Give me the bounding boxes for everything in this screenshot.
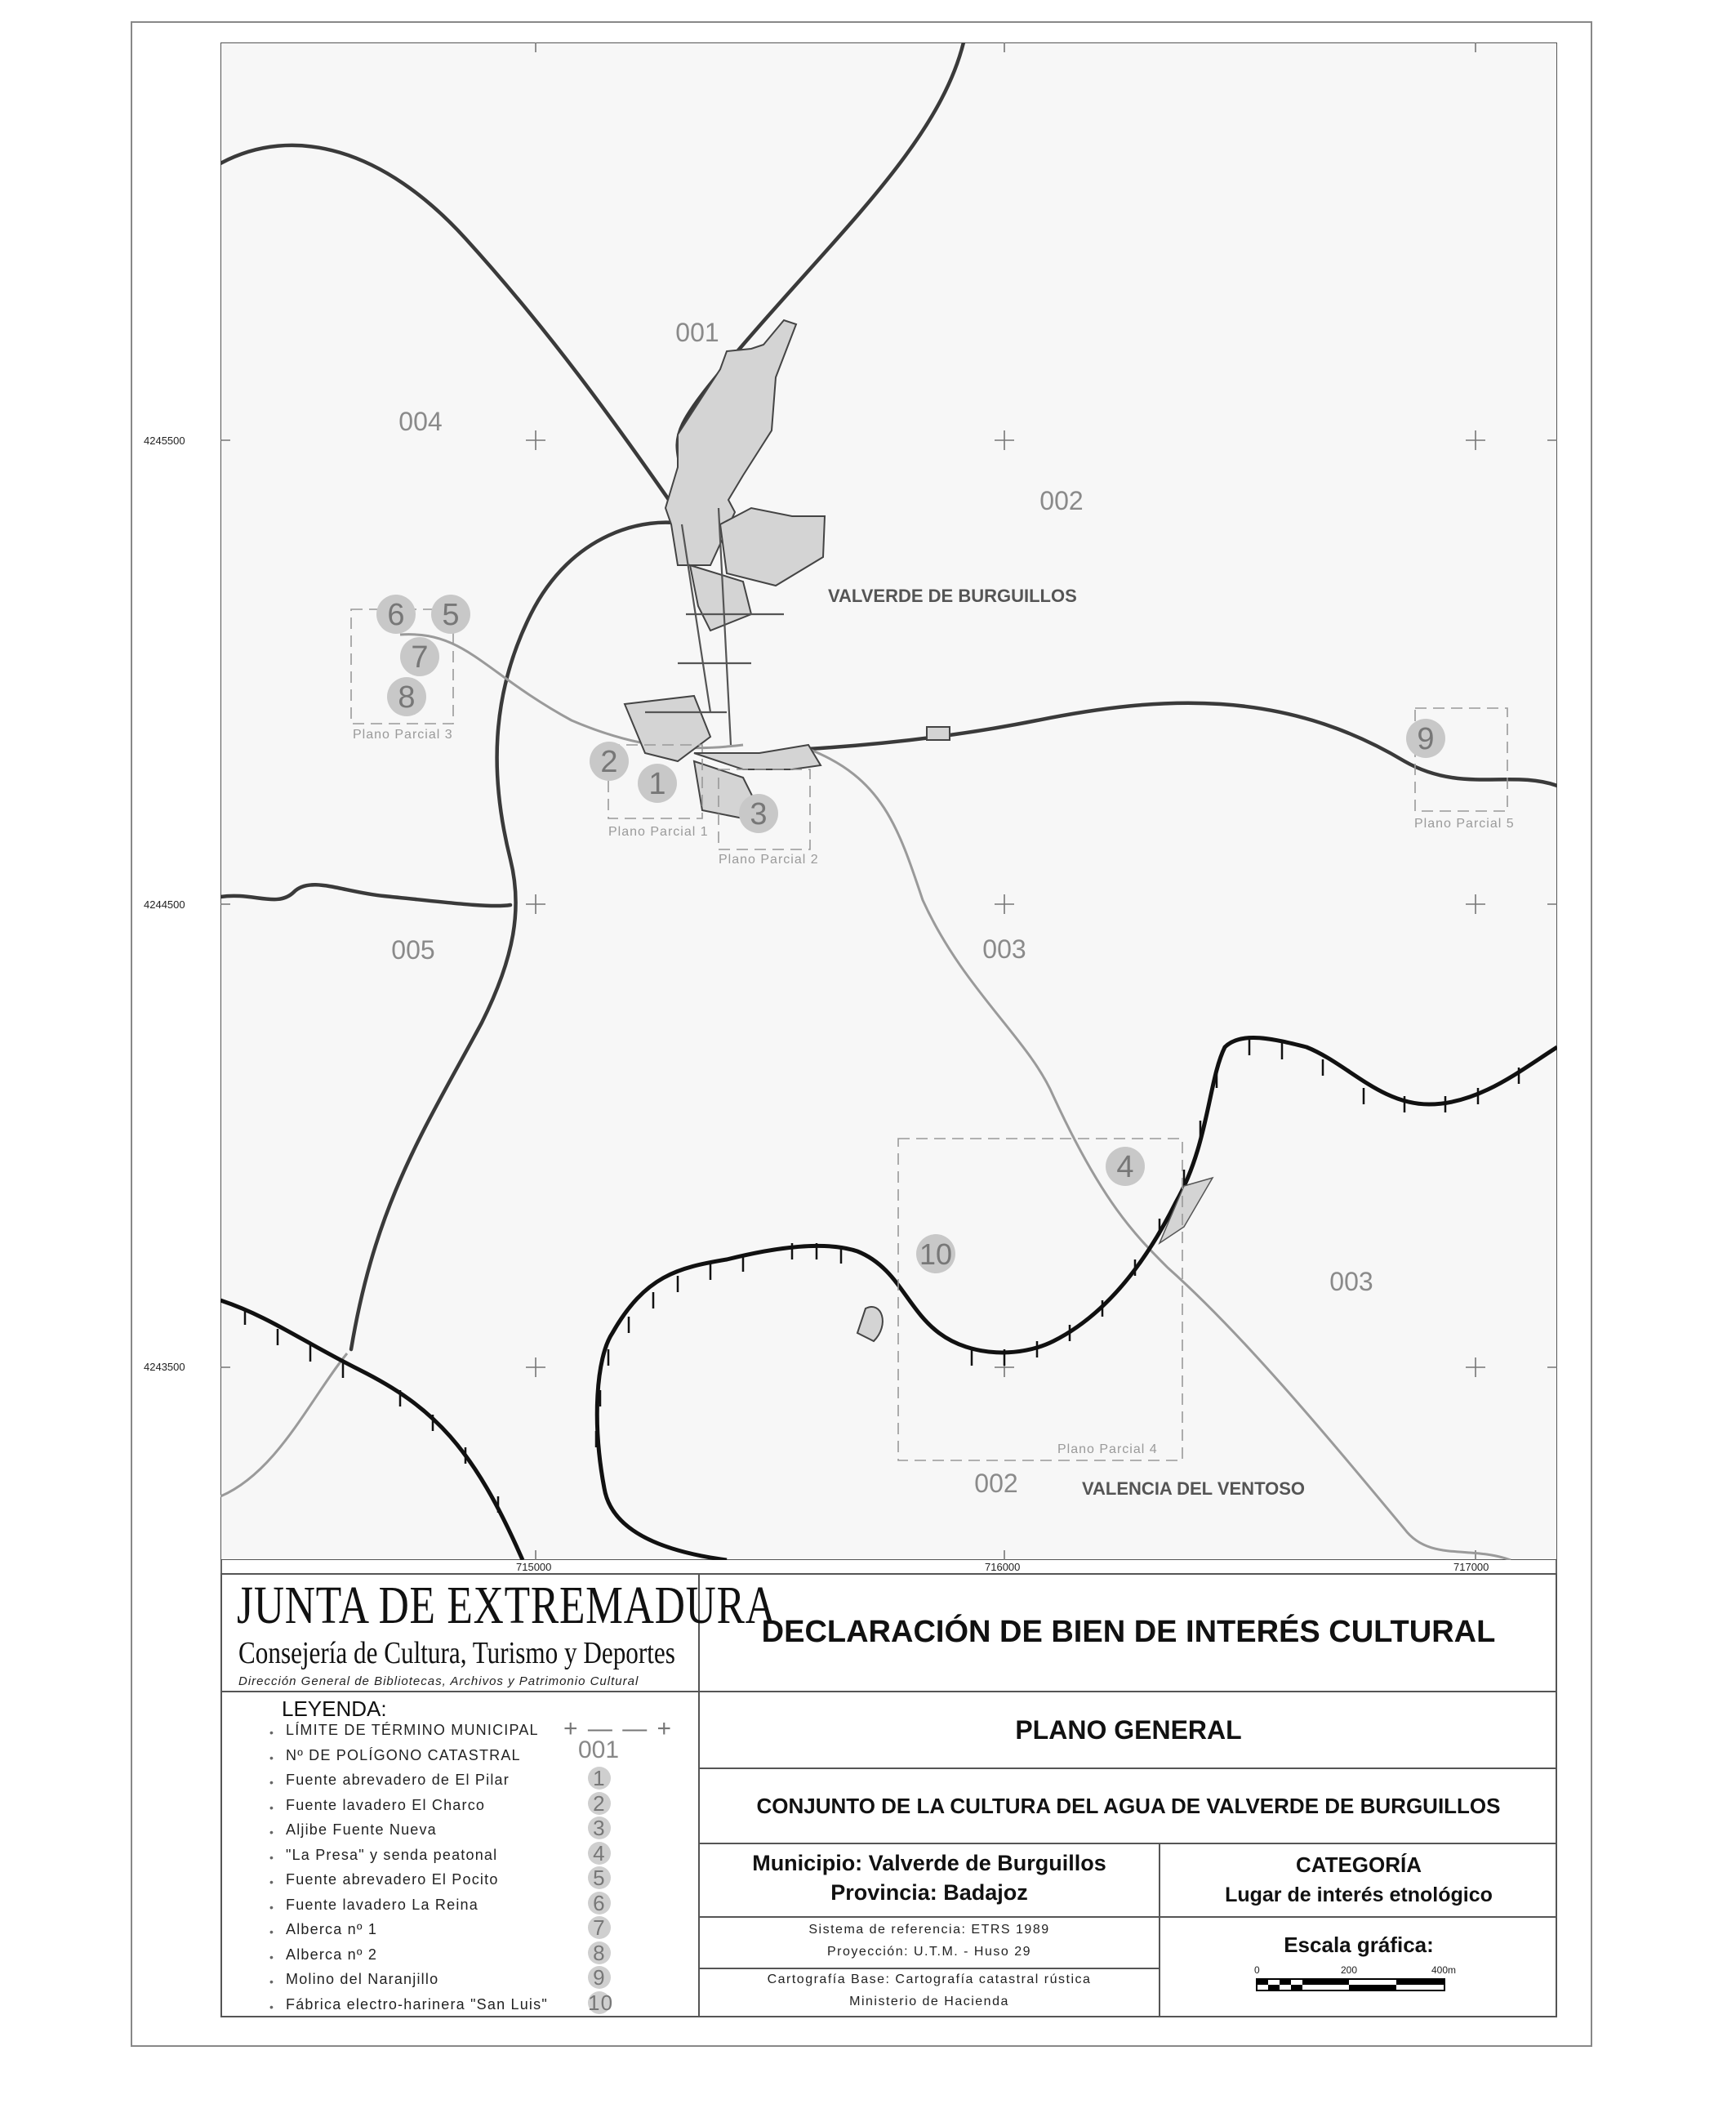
marker-4[interactable] bbox=[1106, 1147, 1145, 1186]
legend-title: LEYENDA: bbox=[282, 1696, 387, 1721]
marker-7[interactable] bbox=[400, 637, 439, 676]
ministerio: Ministerio de Hacienda bbox=[849, 1995, 1009, 2008]
legend-badge: 9 bbox=[588, 1966, 611, 1989]
legend-limit-symbol: + — — + bbox=[563, 1715, 674, 1742]
legend-item-label: Fábrica electro-harinera "San Luis" bbox=[286, 1995, 548, 2013]
legend-bullet: • bbox=[269, 1825, 275, 1839]
legend-item-label: Aljibe Fuente Nueva bbox=[286, 1821, 437, 1838]
legend-polygon-symbol: 001 bbox=[578, 1736, 620, 1763]
x-tick-715000: 715000 bbox=[516, 1561, 552, 1573]
legend-bullet: • bbox=[269, 1776, 275, 1789]
legend-item bbox=[269, 1990, 670, 2017]
legend-bullet: • bbox=[269, 1726, 275, 1739]
place-valverde: VALVERDE DE BURGUILLOS bbox=[828, 586, 1077, 606]
place-valencia: VALENCIA DEL VENTOSO bbox=[1082, 1478, 1306, 1499]
legend-item bbox=[269, 1915, 670, 1942]
polygon-label-004: 004 bbox=[398, 407, 443, 436]
legend-badge: 4 bbox=[588, 1842, 611, 1865]
legend-item-label: Fuente abrevadero de El Pilar bbox=[286, 1772, 510, 1788]
legend-badge: 7 bbox=[588, 1916, 611, 1939]
legend-badge: 1 bbox=[588, 1767, 611, 1790]
scale-tick-0: 0 bbox=[1254, 1964, 1260, 1976]
marker-1-label: 1 bbox=[648, 767, 666, 801]
title-block-divider-h4 bbox=[698, 1916, 1557, 1918]
org-directorate: Dirección General de Bibliotecas, Archivos y Patrimonio Cultural bbox=[238, 1674, 639, 1688]
legend-item-label: Alberca nº 2 bbox=[286, 1946, 378, 1963]
categoria-value: Lugar de interés etnológico bbox=[1225, 1883, 1493, 1906]
polygon-label-002-south: 002 bbox=[974, 1469, 1018, 1498]
marker-3-label: 3 bbox=[750, 797, 768, 831]
marker-10[interactable] bbox=[916, 1234, 955, 1273]
proyeccion: Proyección: U.T.M. - Huso 29 bbox=[826, 1945, 1032, 1959]
legend-item bbox=[269, 1890, 670, 1918]
y-tick-4245500: 4245500 bbox=[144, 435, 185, 447]
legend-bullet: • bbox=[269, 1875, 275, 1888]
y-tick-4243500: 4243500 bbox=[144, 1361, 185, 1373]
x-tick-717000: 717000 bbox=[1453, 1561, 1489, 1573]
legend-item bbox=[269, 1790, 670, 1818]
legend-bullet: • bbox=[269, 1950, 275, 1964]
marker-2[interactable] bbox=[590, 742, 629, 781]
legend-item bbox=[269, 1840, 670, 1868]
legend-item bbox=[269, 1718, 670, 1743]
sistema-referencia: Sistema de referencia: ETRS 1989 bbox=[808, 1923, 1050, 1937]
legend-item-label: Nº DE POLÍGONO CATASTRAL bbox=[286, 1746, 521, 1763]
scale-bar bbox=[1254, 1964, 1457, 1997]
polygon-label-002-north: 002 bbox=[1039, 486, 1084, 515]
legend-bullet: • bbox=[269, 1925, 275, 1938]
legend-badge: 10 bbox=[588, 1990, 614, 2015]
marker-3[interactable] bbox=[739, 794, 778, 833]
plan-label-5: Plano Parcial 5 bbox=[1414, 817, 1515, 831]
x-tick-716000: 716000 bbox=[985, 1561, 1021, 1573]
org-department: Consejería de Cultura, Turismo y Deportes bbox=[238, 1636, 675, 1670]
polygon-label-001: 001 bbox=[675, 318, 719, 347]
legend-item bbox=[269, 1818, 670, 1843]
legend-item bbox=[269, 1940, 670, 1968]
map-background bbox=[220, 42, 1557, 1560]
provincia-text: Provincia: Badajoz bbox=[830, 1880, 1028, 1905]
marker-6-label: 6 bbox=[387, 598, 405, 632]
scale-tick-400m: 400m bbox=[1431, 1964, 1457, 1976]
marker-9-label: 9 bbox=[1417, 722, 1435, 756]
legend-item bbox=[269, 1768, 670, 1793]
marker-5[interactable] bbox=[431, 595, 470, 634]
legend-badge: 2 bbox=[588, 1792, 611, 1815]
legend-item-label: Fuente abrevadero El Pocito bbox=[286, 1871, 499, 1888]
plan-label-4: Plano Parcial 4 bbox=[1057, 1442, 1158, 1456]
legend-bullet: • bbox=[269, 1975, 275, 1988]
legend-badge: 6 bbox=[588, 1892, 611, 1915]
legend-item-label: LÍMITE DE TÉRMINO MUNICIPAL bbox=[286, 1722, 539, 1738]
declaration-title: DECLARACIÓN DE BIEN DE INTERÉS CULTURAL bbox=[761, 1614, 1496, 1649]
legend-badge: 5 bbox=[588, 1866, 611, 1889]
legend-bullet: • bbox=[269, 1900, 275, 1914]
marker-2-label: 2 bbox=[600, 745, 618, 779]
marker-8[interactable] bbox=[387, 677, 426, 716]
municipio-text: Municipio: Valverde de Burguillos bbox=[752, 1851, 1106, 1875]
org-title: JUNTA DE EXTREMADURA bbox=[237, 1576, 777, 1635]
legend-item-label: Molino del Naranjillo bbox=[286, 1971, 439, 1987]
title-block-divider-h5 bbox=[698, 1968, 1160, 1969]
legend-item bbox=[269, 1744, 670, 1768]
y-tick-4244500: 4244500 bbox=[144, 898, 185, 911]
map-canvas[interactable] bbox=[220, 42, 1557, 1560]
legend-bullet: • bbox=[269, 1999, 275, 2013]
cartografia-base: Cartografía Base: Cartografía catastral rústica bbox=[767, 1973, 1092, 1986]
polygon-label-003-center: 003 bbox=[982, 934, 1026, 964]
legend-item-label: "La Presa" y senda peatonal bbox=[286, 1846, 498, 1863]
legend-item-label: Fuente lavadero La Reina bbox=[286, 1896, 479, 1913]
plan-label-1: Plano Parcial 1 bbox=[608, 825, 709, 839]
categoria-block bbox=[1160, 1844, 1557, 1916]
plan-label-2: Plano Parcial 2 bbox=[719, 853, 819, 867]
polygon-label-005: 005 bbox=[391, 935, 435, 965]
legend-item bbox=[269, 1868, 670, 1892]
marker-7-label: 7 bbox=[411, 640, 429, 675]
marker-4-label: 4 bbox=[1116, 1150, 1134, 1184]
building-east bbox=[927, 727, 950, 740]
plan-type: PLANO GENERAL bbox=[1015, 1714, 1242, 1745]
marker-5-label: 5 bbox=[442, 598, 460, 632]
legend-item-label: Alberca nº 1 bbox=[286, 1921, 378, 1937]
marker-8-label: 8 bbox=[398, 680, 416, 715]
escala-label: Escala gráfica: bbox=[1284, 1932, 1434, 1957]
legend-bullet: • bbox=[269, 1850, 275, 1864]
marker-6[interactable] bbox=[376, 595, 416, 634]
scale-graphic bbox=[1256, 1977, 1448, 1997]
legend-item bbox=[269, 1965, 670, 1992]
categoria-label: CATEGORÍA bbox=[1295, 1852, 1422, 1877]
plan-label-3: Plano Parcial 3 bbox=[353, 728, 453, 742]
legend-item-label: Fuente lavadero El Charco bbox=[286, 1796, 486, 1813]
legend-bullet: • bbox=[269, 1800, 275, 1814]
scale-tick-200: 200 bbox=[1341, 1964, 1358, 1976]
municipio-block bbox=[700, 1844, 1159, 1916]
legend-badge: 3 bbox=[588, 1817, 611, 1839]
marker-10-label: 10 bbox=[919, 1237, 953, 1271]
marker-1[interactable] bbox=[638, 764, 677, 803]
legend-bullet: • bbox=[269, 1750, 275, 1764]
marker-9[interactable] bbox=[1406, 719, 1445, 758]
legend-badge: 8 bbox=[588, 1941, 611, 1964]
conjunto-title: CONJUNTO DE LA CULTURA DEL AGUA DE VALVERDE DE BURGUILLOS bbox=[756, 1793, 1501, 1818]
polygon-label-003-east: 003 bbox=[1329, 1267, 1373, 1296]
